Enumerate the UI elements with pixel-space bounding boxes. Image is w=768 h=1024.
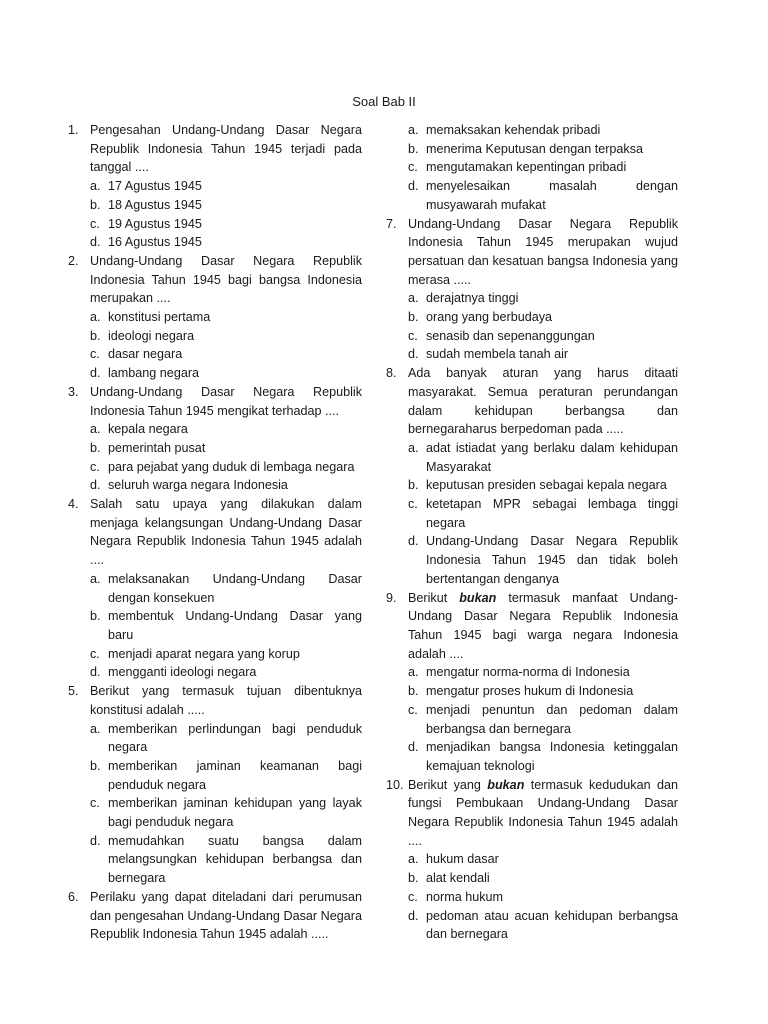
question-5-options: [68, 720, 362, 888]
option-letter: c.: [408, 497, 418, 512]
option-d: [408, 177, 678, 214]
option-c: [90, 215, 362, 234]
option-text: mengganti ideologi negara: [108, 665, 257, 680]
option-text: memberikan jaminan keamanan bagi penduduk negara: [108, 758, 362, 792]
question-3-options: [68, 420, 362, 495]
question-5: [68, 682, 362, 719]
option-text: 17 Agustus 1945: [108, 179, 202, 194]
option-letter: c.: [90, 216, 100, 231]
question-text: Salah satu upaya yang dilakukan dalam menjaga kelangsungan Undang-Undang Dasar Negara Republik Indonesia Tahun 1945 adalah ....: [90, 497, 362, 568]
option-text: mengatur proses hukum di Indonesia: [426, 684, 634, 699]
option-letter: a.: [408, 665, 419, 680]
option-text: pemerintah pusat: [108, 440, 206, 455]
option-letter: b.: [90, 758, 101, 773]
option-d: [408, 738, 678, 775]
option-letter: a.: [90, 310, 101, 325]
option-b: [90, 607, 362, 644]
option-letter: d.: [90, 366, 101, 381]
option-text: sudah membela tanah air: [426, 347, 569, 362]
option-letter: a.: [90, 571, 101, 586]
question-number: 9.: [386, 590, 397, 605]
option-text: seluruh warga negara Indonesia: [108, 478, 288, 493]
option-letter: a.: [90, 422, 101, 437]
option-text: memberikan jaminan kehidupan yang layak bagi penduduk negara: [108, 796, 362, 830]
option-d: [408, 345, 678, 364]
option-text: memaksakan kehendak pribadi: [426, 123, 601, 137]
emphasis-word: bukan: [487, 777, 525, 792]
option-letter: d.: [90, 235, 101, 250]
question-text: Pengesahan Undang-Undang Dasar Negara Republik Indonesia Tahun 1945 terjadi pada tanggal ....: [90, 123, 362, 175]
option-text: orang yang berbudaya: [426, 310, 553, 325]
question-8-options: [386, 439, 678, 589]
option-a: [408, 663, 678, 682]
option-letter: b.: [408, 478, 419, 493]
option-text: menjadikan bangsa Indonesia ketinggalan kemajuan teknologi: [426, 740, 678, 773]
option-b: [408, 140, 678, 159]
option-text: kepala negara: [108, 422, 188, 437]
question-8: [386, 364, 678, 439]
question-text: Perilaku yang dapat diteladani dari perumusan dan pengesahan Undang-Undang Dasar Negara Republik Indonesia Tahun 1945 adalah .....: [90, 889, 362, 942]
option-text: para pejabat yang duduk di lembaga negara: [108, 459, 355, 474]
option-b: [408, 308, 678, 327]
option-b: [90, 757, 362, 794]
option-text: 18 Agustus 1945: [108, 197, 202, 212]
question-6-options: [386, 121, 678, 215]
option-letter: c.: [408, 328, 418, 343]
option-c: [408, 888, 678, 907]
question-number: 10.: [386, 777, 404, 792]
option-text: membentuk Undang-Undang Dasar yang baru: [108, 609, 362, 642]
question-number: 7.: [386, 216, 397, 231]
question-text: Undang-Undang Dasar Negara Republik Indonesia Tahun 1945 merupakan wujud persatuan dan kesatuan bangsa Indonesia yang merasa .....: [408, 216, 678, 287]
option-letter: c.: [90, 796, 100, 811]
option-text: senasib dan sepenanggungan: [426, 328, 595, 343]
option-text: dasar negara: [108, 347, 183, 362]
option-b: [408, 869, 678, 888]
page-title: Soal Bab II: [352, 94, 416, 109]
question-number: 6.: [68, 889, 79, 904]
question-number: 3.: [68, 384, 79, 399]
option-a: [90, 177, 362, 196]
option-a: [408, 121, 678, 140]
question-10-options: [386, 850, 678, 944]
question-number: 2.: [68, 253, 79, 268]
option-c: [408, 701, 678, 738]
option-letter: a.: [90, 179, 101, 194]
option-text: menjadi penuntun dan pedoman dalam berbangsa dan bernegara: [426, 702, 678, 736]
right-column: [386, 121, 678, 944]
option-letter: b.: [90, 609, 101, 624]
question-number: 8.: [386, 366, 397, 381]
option-letter: c.: [408, 889, 418, 904]
question-6: [68, 888, 362, 944]
option-text: alat kendali: [426, 871, 490, 886]
question-text: [408, 589, 678, 664]
question-text-after: termasuk manfaat Undang-Undang Dasar Negara Republik Indonesia Tahun 1945 bagi warga negara Indonesia adalah ....: [408, 590, 678, 661]
option-d: [90, 832, 362, 888]
option-c: [90, 345, 362, 364]
option-letter: b.: [90, 328, 101, 343]
question-text: Berikut yang termasuk tujuan dibentuknya konstitusi adalah .....: [90, 684, 362, 717]
option-letter: c.: [90, 459, 100, 474]
option-letter: a.: [408, 440, 419, 455]
option-c: [408, 495, 678, 532]
option-letter: b.: [90, 197, 101, 212]
option-text: menyelesaikan masalah dengan musyawarah mufakat: [426, 179, 678, 212]
option-letter: b.: [90, 440, 101, 455]
option-letter: c.: [408, 160, 418, 175]
option-letter: d.: [90, 833, 101, 848]
option-letter: d.: [90, 665, 101, 680]
option-c: [90, 645, 362, 664]
option-text: memudahkan suatu bangsa dalam melangsungkan kehidupan berbangsa dan bernegara: [108, 833, 362, 886]
option-text: hukum dasar: [426, 852, 499, 867]
question-9-options: [386, 663, 678, 775]
option-letter: c.: [90, 646, 100, 661]
option-d: [90, 476, 362, 495]
option-d: [90, 364, 362, 383]
question-number: 4.: [68, 497, 79, 512]
question-text-after: termasuk kedudukan dan fungsi Pembukaan Undang-Undang Dasar Negara Republik Indonesia Tahun 1945 adalah ....: [408, 777, 678, 848]
option-c: [90, 458, 362, 477]
question-7-options: [386, 289, 678, 364]
option-letter: d.: [408, 740, 419, 755]
option-letter: c.: [90, 347, 100, 362]
option-letter: d.: [90, 478, 101, 493]
option-letter: a.: [408, 123, 419, 137]
option-c: [408, 327, 678, 346]
option-text: keputusan presiden sebagai kepala negara: [426, 478, 667, 493]
question-text: Undang-Undang Dasar Negara Republik Indonesia Tahun 1945 bagi bangsa Indonesia merupakan ....: [90, 253, 362, 306]
question-3: [68, 383, 362, 420]
option-letter: d.: [408, 179, 419, 194]
option-c: [408, 158, 678, 177]
option-text: lambang negara: [108, 366, 200, 381]
option-letter: d.: [408, 908, 419, 923]
question-text-before: Berikut: [408, 590, 460, 605]
question-text: [408, 776, 678, 851]
question-number: 5.: [68, 684, 79, 699]
option-text: konstitusi pertama: [108, 310, 211, 325]
option-a: [90, 720, 362, 757]
option-letter: a.: [408, 291, 419, 306]
option-letter: c.: [408, 702, 418, 717]
option-b: [90, 327, 362, 346]
option-letter: b.: [408, 684, 419, 699]
option-letter: b.: [408, 310, 419, 325]
question-text: Undang-Undang Dasar Negara Republik Indonesia Tahun 1945 mengikat terhadap ....: [90, 384, 362, 418]
question-text-before: Berikut yang: [408, 777, 488, 792]
option-letter: d.: [408, 534, 419, 549]
question-2-options: [68, 308, 362, 383]
question-1: [68, 121, 362, 177]
question-10: [386, 776, 678, 851]
question-4: [68, 495, 362, 570]
question-4-options: [68, 570, 362, 682]
option-text: adat istiadat yang berlaku dalam kehidupan Masyarakat: [426, 440, 678, 474]
option-letter: b.: [408, 871, 419, 886]
left-column: [68, 121, 362, 944]
option-text: 16 Agustus 1945: [108, 235, 202, 250]
option-text: menjadi aparat negara yang korup: [108, 646, 300, 661]
option-b: [90, 439, 362, 458]
option-b: [408, 476, 678, 495]
option-d: [408, 532, 678, 588]
option-text: derajatnya tinggi: [426, 291, 519, 306]
option-text: 19 Agustus 1945: [108, 216, 202, 231]
option-letter: a.: [90, 721, 101, 736]
option-d: [90, 663, 362, 682]
option-d: [90, 233, 362, 252]
option-text: melaksanakan Undang-Undang Dasar dengan konsekuen: [108, 571, 362, 605]
option-a: [90, 308, 362, 327]
emphasis-word: bukan: [459, 590, 497, 605]
option-letter: d.: [408, 347, 419, 362]
option-a: [408, 850, 678, 869]
option-b: [408, 682, 678, 701]
option-a: [90, 420, 362, 439]
option-text: ideologi negara: [108, 328, 195, 343]
option-text: norma hukum: [426, 889, 503, 904]
option-letter: a.: [408, 852, 419, 867]
option-a: [408, 439, 678, 476]
question-2: [68, 252, 362, 308]
option-c: [90, 794, 362, 831]
option-text: pedoman atau acuan kehidupan berbangsa dan bernegara: [426, 908, 678, 942]
option-text: mengutamakan kepentingan pribadi: [426, 160, 627, 175]
question-7: [386, 215, 678, 290]
option-a: [90, 570, 362, 607]
question-number: 1.: [68, 123, 79, 137]
option-d: [408, 907, 678, 944]
question-text: Ada banyak aturan yang harus ditaati masyarakat. Semua peraturan perundangan dalam kehidupan berbangsa dan bernegaraharus berpedoman pada .....: [408, 366, 678, 437]
option-text: memberikan perlindungan bagi penduduk negara: [108, 721, 362, 755]
question-1-options: [68, 177, 362, 252]
option-a: [408, 289, 678, 308]
option-letter: b.: [408, 141, 419, 156]
option-text: menerima Keputusan dengan terpaksa: [426, 141, 644, 156]
question-9: [386, 589, 678, 664]
option-text: Undang-Undang Dasar Negara Republik Indonesia Tahun 1945 dan tidak boleh bertentangan denganya: [426, 534, 678, 586]
option-text: mengatur norma-norma di Indonesia: [426, 665, 630, 680]
option-text: ketetapan MPR sebagai lembaga tinggi negara: [426, 497, 678, 530]
option-b: [90, 196, 362, 215]
